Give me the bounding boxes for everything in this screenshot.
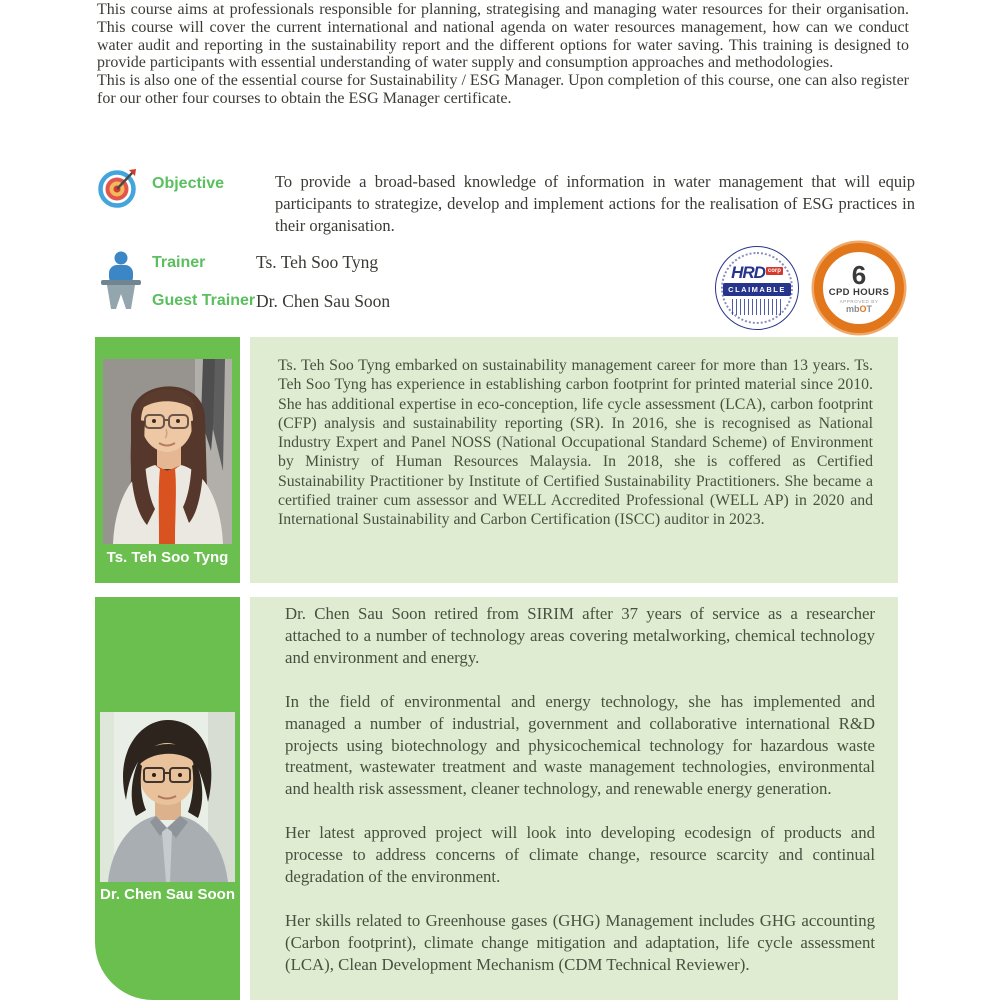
trainer2-photo [100, 712, 235, 887]
cpd-hours-label: CPD HOURS [828, 286, 890, 298]
hrd-brand-text: HRD [731, 262, 765, 282]
trainer2-bio-paragraph: Her skills related to Greenhouse gases (GHG) Management includes GHG accounting (Carbon footprint), climate change mitigation and adaptation, life cycle assessment (LCA), Clean Development Mechanism (CDM Technical Reviewer). [285, 910, 875, 974]
hrd-corp-claimable-badge [715, 246, 799, 330]
cpd-hours-number: 6 [851, 259, 867, 290]
objective-text: To provide a broad-based knowledge of information in water management that will equip participants to strategize, develop and implement actions for the realisation of ESG practices in their organisation. [275, 172, 915, 235]
trainer1-bio-paragraph: Ts. Teh Soo Tyng embarked on sustainability management career for more than 13 years. Ts. Teh Soo Tyng has experience in establishing carbon footprint for printed material since 2010. She has additional expertise in eco-conception, life cycle assessment (LCA), carbon footprint (CFP) analysis and sustainability reporting (SR). In 2016, she is recognised as National Industry Expert and Panel NOSS (National Occupational Standard Scheme) of Environment by Ministry of Human Resources Malaysia. In 2018, she is coffered as Certified Sustainability Practitioner by Institute of Certified Sustainability Practitioners. She became a certified trainer cum assessor and WELL Accredited Professional (WELL AP) in 2020 and International Sustainability and Carbon Certification (ISCC) auditor in 2023. [278, 357, 873, 529]
intro-paragraph-1: This course aims at professionals responsible for planning, strategising and managing water resources for their organisation. This course will cover the current international and national agenda on water resources management, how can we conduct water audit and reporting in the sustainability report and the different options for water saving. This training is designed to provide participants with essential understanding of water supply and consumption approaches and methodologies. [97, 1, 909, 72]
cpd-approved-by-label: APPROVED BY [839, 299, 879, 305]
trainer2-bio-text [285, 603, 875, 998]
trainer1-name-caption: Ts. Teh Soo Tyng [106, 549, 229, 566]
hrd-hatch-decoration [732, 299, 782, 315]
trainer1-bio-panel [250, 337, 898, 583]
objective-label: Objective [152, 175, 225, 192]
intro-paragraph-2: This is also one of the essential course for Sustainability / ESG Manager. Upon completion of this course, one can also register for our other four courses to obtain the ESG Manager certificate. [97, 72, 909, 107]
mbot-logo-part: O [859, 304, 867, 315]
trainer2-bio-panel [250, 597, 898, 1000]
mbot-logo [846, 305, 872, 314]
mbot-logo-part: mb [845, 304, 860, 315]
trainer-name: Ts. Teh Soo Tyng [256, 252, 379, 272]
intro-block [97, 1, 909, 108]
trainer-label: Trainer [152, 254, 206, 271]
trainer2-name-caption: Dr. Chen Sau Soon [99, 886, 235, 903]
hrd-corp-text: corp [767, 267, 781, 274]
trainer1-bio-text [278, 356, 873, 530]
mbot-logo-part: T [866, 304, 872, 315]
objective-target-icon [98, 168, 138, 208]
trainer1-photo [103, 359, 232, 549]
trainer2-bio-paragraph: In the field of environmental and energy technology, she has implemented and managed a number of industrial, government and collaborative international R&D projects using biotechnology and physicochemical technology for hazardous waste treatment, wastewater treatment and waste management technologies, environmental and health risk assessment, cleaner technology, and renewable energy generation. [285, 691, 875, 799]
cpd-hours-badge [814, 243, 904, 333]
guest-trainer-name: Dr. Chen Sau Soon [256, 291, 391, 311]
hrd-claimable-banner: CLAIMABLE [723, 283, 791, 296]
trainer-podium-icon [99, 250, 143, 310]
guest-trainer-label: Guest Trainer [152, 292, 256, 309]
trainer2-bio-paragraph: Dr. Chen Sau Soon retired from SIRIM after 37 years of service as a researcher attached to a number of technology areas covering metalworking, chemical technology and environment and energy. [285, 604, 875, 667]
trainer2-bio-paragraph: Her latest approved project will look into developing ecodesign of products and processe to address concerns of climate change, resource scarcity and continual degradation of the environment. [285, 823, 875, 887]
